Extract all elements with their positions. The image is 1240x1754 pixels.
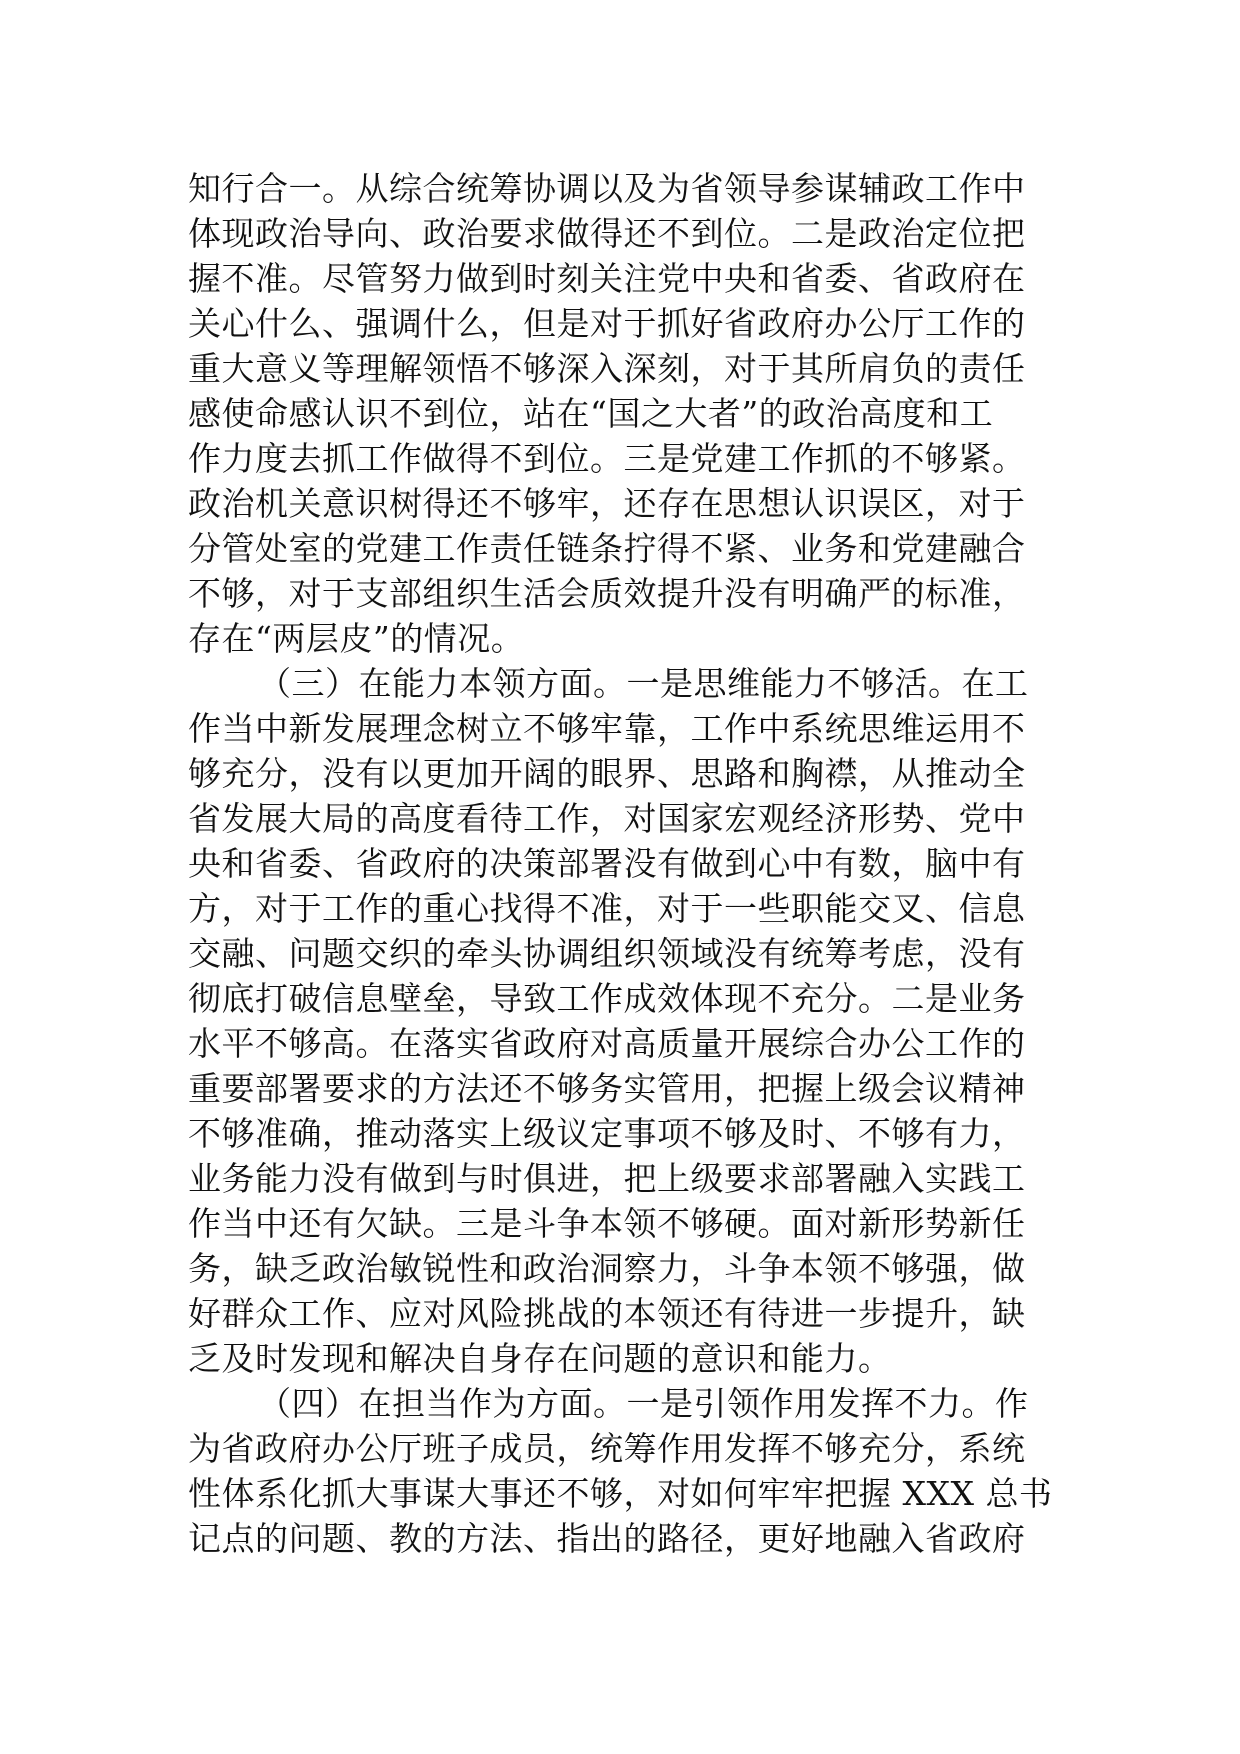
text-line: 业务能力没有做到与时俱进，把上级要求部署融入实践工	[188, 1159, 1026, 1198]
text-line: 体现政治导向、政治要求做得还不到位。二是政治定位把	[188, 214, 1026, 253]
text-line: 关心什么、强调什么，但是对于抓好省政府办公厅工作的	[188, 304, 1026, 343]
text-line: 政治机关意识树得还不够牢，还存在思想认识误区，对于	[188, 484, 1026, 523]
text-line: 记点的问题、教的方法、指出的路径，更好地融入省政府	[188, 1519, 1026, 1558]
text-line: 存在“两层皮”的情况。	[188, 619, 525, 658]
text-line: 重大意义等理解领悟不够深入深刻，对于其所肩负的责任	[188, 349, 1026, 388]
text-line: 作力度去抓工作做得不到位。三是党建工作抓的不够紧。	[188, 439, 1026, 478]
text-line: 务，缺乏政治敏锐性和政治洞察力，斗争本领不够强，做	[188, 1249, 1026, 1288]
text-line: 不够准确，推动落实上级议定事项不够及时、不够有力，	[188, 1114, 1026, 1153]
text-line: 知行合一。从综合统筹协调以及为省领导参谋辅政工作中	[188, 169, 1026, 208]
text-line: 交融、问题交织的牵头协调组织领域没有统筹考虑，没有	[188, 934, 1026, 973]
text-line: 乏及时发现和解决自身存在问题的意识和能力。	[188, 1339, 892, 1378]
text-line: 不够，对于支部组织生活会质效提升没有明确严的标准，	[188, 574, 1026, 613]
text-line: 够充分，没有以更加开阔的眼界、思路和胸襟，从推动全	[188, 754, 1026, 793]
text-line: 彻底打破信息壁垒，导致工作成效体现不充分。二是业务	[188, 979, 1026, 1018]
text-line: 握不准。尽管努力做到时刻关注党中央和省委、省政府在	[188, 259, 1026, 298]
text-line: 性体系化抓大事谋大事还不够，对如何牢牢把握 XXX 总书	[188, 1474, 1053, 1513]
paragraph-2	[188, 661, 1058, 1381]
text-line: 方，对于工作的重心找得不准，对于一些职能交叉、信息	[188, 889, 1026, 928]
paragraph-3	[188, 1381, 1058, 1561]
text-line: 作当中还有欠缺。三是斗争本领不够硬。面对新形势新任	[188, 1204, 1026, 1243]
text-line: 感使命感认识不到位，站在“国之大者”的政治高度和工	[188, 394, 994, 433]
text-line: 作当中新发展理念树立不够牢靠，工作中系统思维运用不	[188, 709, 1026, 748]
text-line: 为省政府办公厅班子成员，统筹作用发挥不够充分，系统	[188, 1429, 1026, 1468]
text-line: 水平不够高。在落实省政府对高质量开展综合办公工作的	[188, 1024, 1026, 1063]
text-line: 重要部署要求的方法还不够务实管用，把握上级会议精神	[188, 1069, 1026, 1108]
text-line: 好群众工作、应对风险挑战的本领还有待进一步提升，缺	[188, 1294, 1026, 1333]
text-line: （三）在能力本领方面。一是思维能力不够活。在工	[258, 664, 1029, 703]
paragraph-1	[188, 166, 1058, 661]
document-body	[188, 166, 1058, 1561]
text-line: 央和省委、省政府的决策部署没有做到心中有数，脑中有	[188, 844, 1026, 883]
text-line: （四）在担当作为方面。一是引领作用发挥不力。作	[258, 1384, 1029, 1423]
text-line: 分管处室的党建工作责任链条拧得不紧、业务和党建融合	[188, 529, 1026, 568]
text-line: 省发展大局的高度看待工作，对国家宏观经济形势、党中	[188, 799, 1026, 838]
